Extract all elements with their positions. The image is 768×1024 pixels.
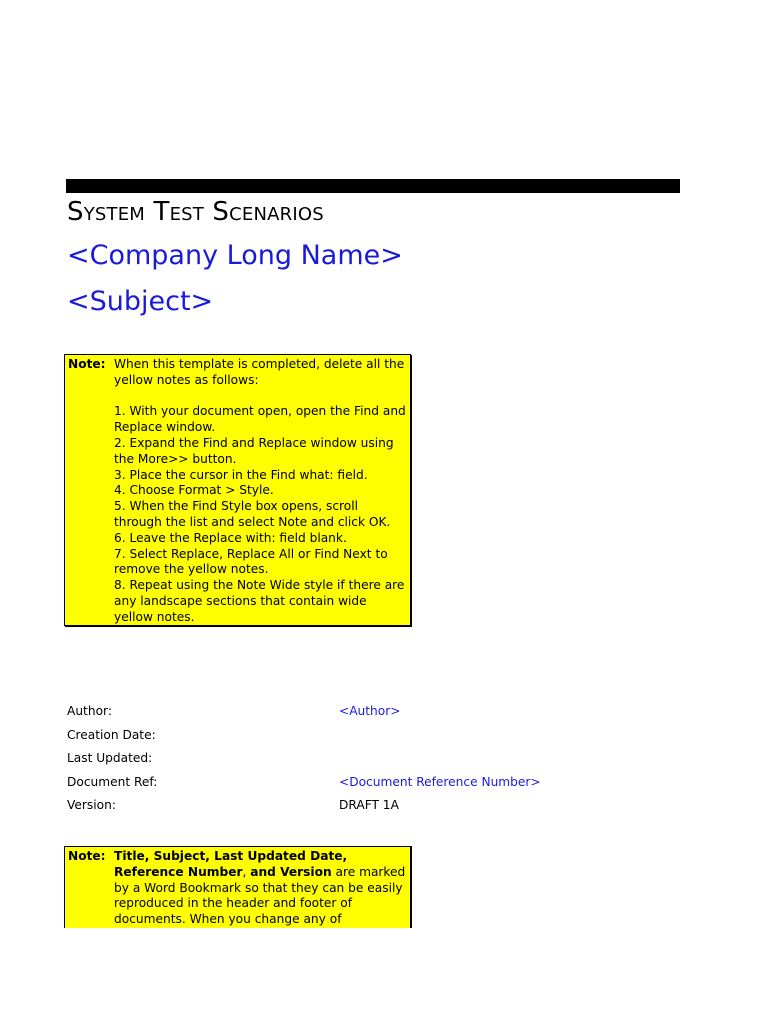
- note-step-4: 4. Choose Format > Style.: [114, 483, 274, 498]
- note-step-6: 6. Leave the Replace with: field blank.: [114, 530, 347, 545]
- author-value: <Author>: [339, 704, 401, 718]
- note-label: Note:: [68, 849, 106, 863]
- meta-row-last-updated: [67, 751, 667, 775]
- meta-row-creation-date: [67, 728, 667, 752]
- title-rule-bar: [66, 179, 680, 193]
- version-value: DRAFT 1A: [339, 798, 399, 812]
- note-label: Note:: [68, 357, 106, 371]
- meta-row-version: [67, 798, 667, 822]
- bookmark-note-box: [64, 846, 411, 928]
- last-updated-label: Last Updated:: [67, 751, 153, 765]
- bookmark-separator: ,: [242, 864, 251, 879]
- document-ref-label: Document Ref:: [67, 774, 158, 789]
- creation-date-label: Creation Date:: [67, 727, 156, 742]
- version-label: Version:: [67, 798, 116, 812]
- author-label: Author:: [67, 704, 112, 718]
- meta-row-author: [67, 704, 667, 728]
- note-row: [68, 849, 406, 928]
- instructions-note-box: [64, 354, 411, 626]
- document-metadata: [67, 704, 667, 822]
- note-step-1: 1. With your document open, open the Find and Replace window.: [114, 404, 406, 435]
- bookmark-version-bold: and Version: [250, 864, 332, 879]
- subject-placeholder: <Subject>: [67, 286, 214, 317]
- note-body: [114, 357, 406, 626]
- note-step-5: 5. When the Find Style box opens, scroll through the list and select Note and click OK.: [114, 499, 391, 529]
- document-title: System Test Scenarios: [67, 197, 324, 227]
- document-ref-value: <Document Reference Number>: [339, 774, 541, 789]
- bookmark-note-text: are marked by a Word Bookmark so that they can be easily reproduced in the header and footer of documents. When you change any of: [114, 864, 406, 927]
- meta-row-document-ref: [67, 775, 667, 799]
- note-row: [68, 357, 406, 626]
- note-intro: When this template is completed, delete all the yellow notes as follows:: [114, 357, 405, 387]
- note-step-7: 7. Select Replace, Replace All or Find Next to remove the yellow notes.: [114, 546, 388, 577]
- note-step-2: 2. Expand the Find and Replace window using the More>> button.: [114, 435, 394, 466]
- note-body: [114, 849, 406, 928]
- bookmark-fields-bold: Title, Subject, Last Updated Date, Reference Number: [114, 849, 348, 879]
- company-name-placeholder: <Company Long Name>: [67, 240, 403, 271]
- note-step-8: 8. Repeat using the Note Wide style if there are any landscape sections that contain wide yellow notes.: [114, 578, 405, 624]
- note-step-3: 3. Place the cursor in the Find what: field.: [114, 467, 368, 482]
